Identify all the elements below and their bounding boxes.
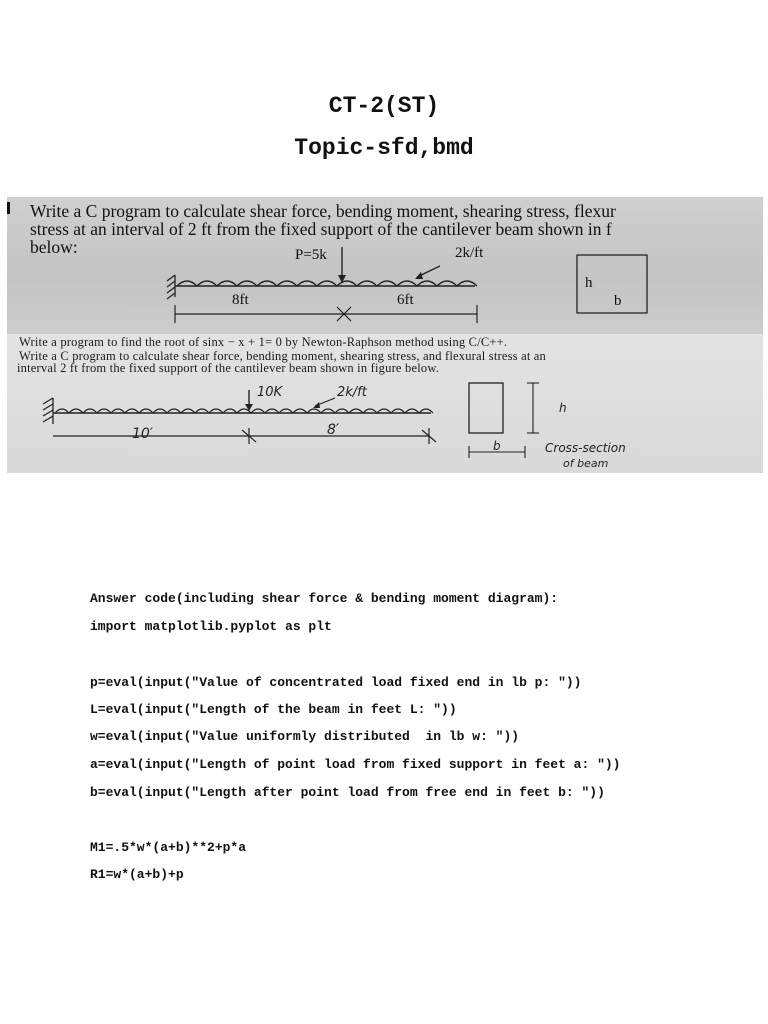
point-load-label: P=5k	[295, 247, 327, 263]
code-line: R1=w*(a+b)+p	[90, 867, 184, 882]
udl-label: 2k/ft	[455, 245, 484, 261]
code-line: a=eval(input("Length of point load from fixed support in feet a: "))	[90, 757, 621, 772]
document-topic: Topic-sfd,bmd	[294, 135, 474, 161]
problem-1-text-line-2: stress at an interval of 2 ft from the fixed support of the cantilever beam shown in f	[30, 219, 612, 239]
section-width-label: b	[493, 439, 501, 453]
problem-2-text-line-0: Write a program to find the root of sinx − x + 1= 0 by Newton-Raphson method using C/C++.	[19, 335, 508, 349]
code-line: M1=.5*w*(a+b)**2+p*a	[90, 840, 247, 855]
problem-2-beam-diagram	[7, 334, 763, 473]
code-line: w=eval(input("Value uniformly distributed in lb w: "))	[90, 729, 520, 744]
cross-section-rect	[469, 383, 503, 433]
span-right-label: 8′	[327, 422, 340, 438]
section-caption-line-2: of beam	[563, 457, 609, 470]
fixed-support-icon	[43, 398, 53, 424]
span-left-label: 8ft	[232, 292, 249, 308]
answer-heading: Answer code(including shear force & bending moment diagram):	[90, 591, 559, 606]
code-line: L=eval(input("Length of the beam in feet L: "))	[90, 702, 457, 717]
section-width-label: b	[614, 293, 622, 309]
problem-1-scan	[7, 197, 763, 334]
section-height-label: h	[559, 401, 567, 415]
fixed-support-icon	[167, 275, 175, 299]
problem-2-text-line-2: interval 2 ft from the fixed support of the cantilever beam shown in figure below.	[17, 361, 440, 375]
point-load-label: 10K	[257, 385, 283, 400]
code-line: b=eval(input("Length after point load from free end in feet b: "))	[90, 785, 605, 800]
problem-2-text-line-1: Write a C program to calculate shear force, bending moment, shearing stress, and flexural stress at an	[19, 349, 547, 363]
section-height-label: h	[585, 275, 593, 291]
udl-label: 2k/ft	[337, 385, 367, 400]
span-left-label: 10′	[132, 426, 153, 442]
problem-1-text-line-3: below:	[30, 237, 78, 257]
document-title: CT-2(ST)	[328, 93, 440, 119]
section-caption-line-1: Cross-section	[545, 441, 626, 455]
code-line: import matplotlib.pyplot as plt	[90, 619, 332, 634]
problem-1-beam-diagram	[7, 197, 763, 334]
code-line: p=eval(input("Value of concentrated load fixed end in lb p: "))	[90, 675, 582, 690]
problem-2-scan	[7, 334, 763, 473]
problem-1-text-line-1: Write a C program to calculate shear force, bending moment, shearing stress, flexur	[30, 201, 616, 221]
span-right-label: 6ft	[397, 292, 414, 308]
